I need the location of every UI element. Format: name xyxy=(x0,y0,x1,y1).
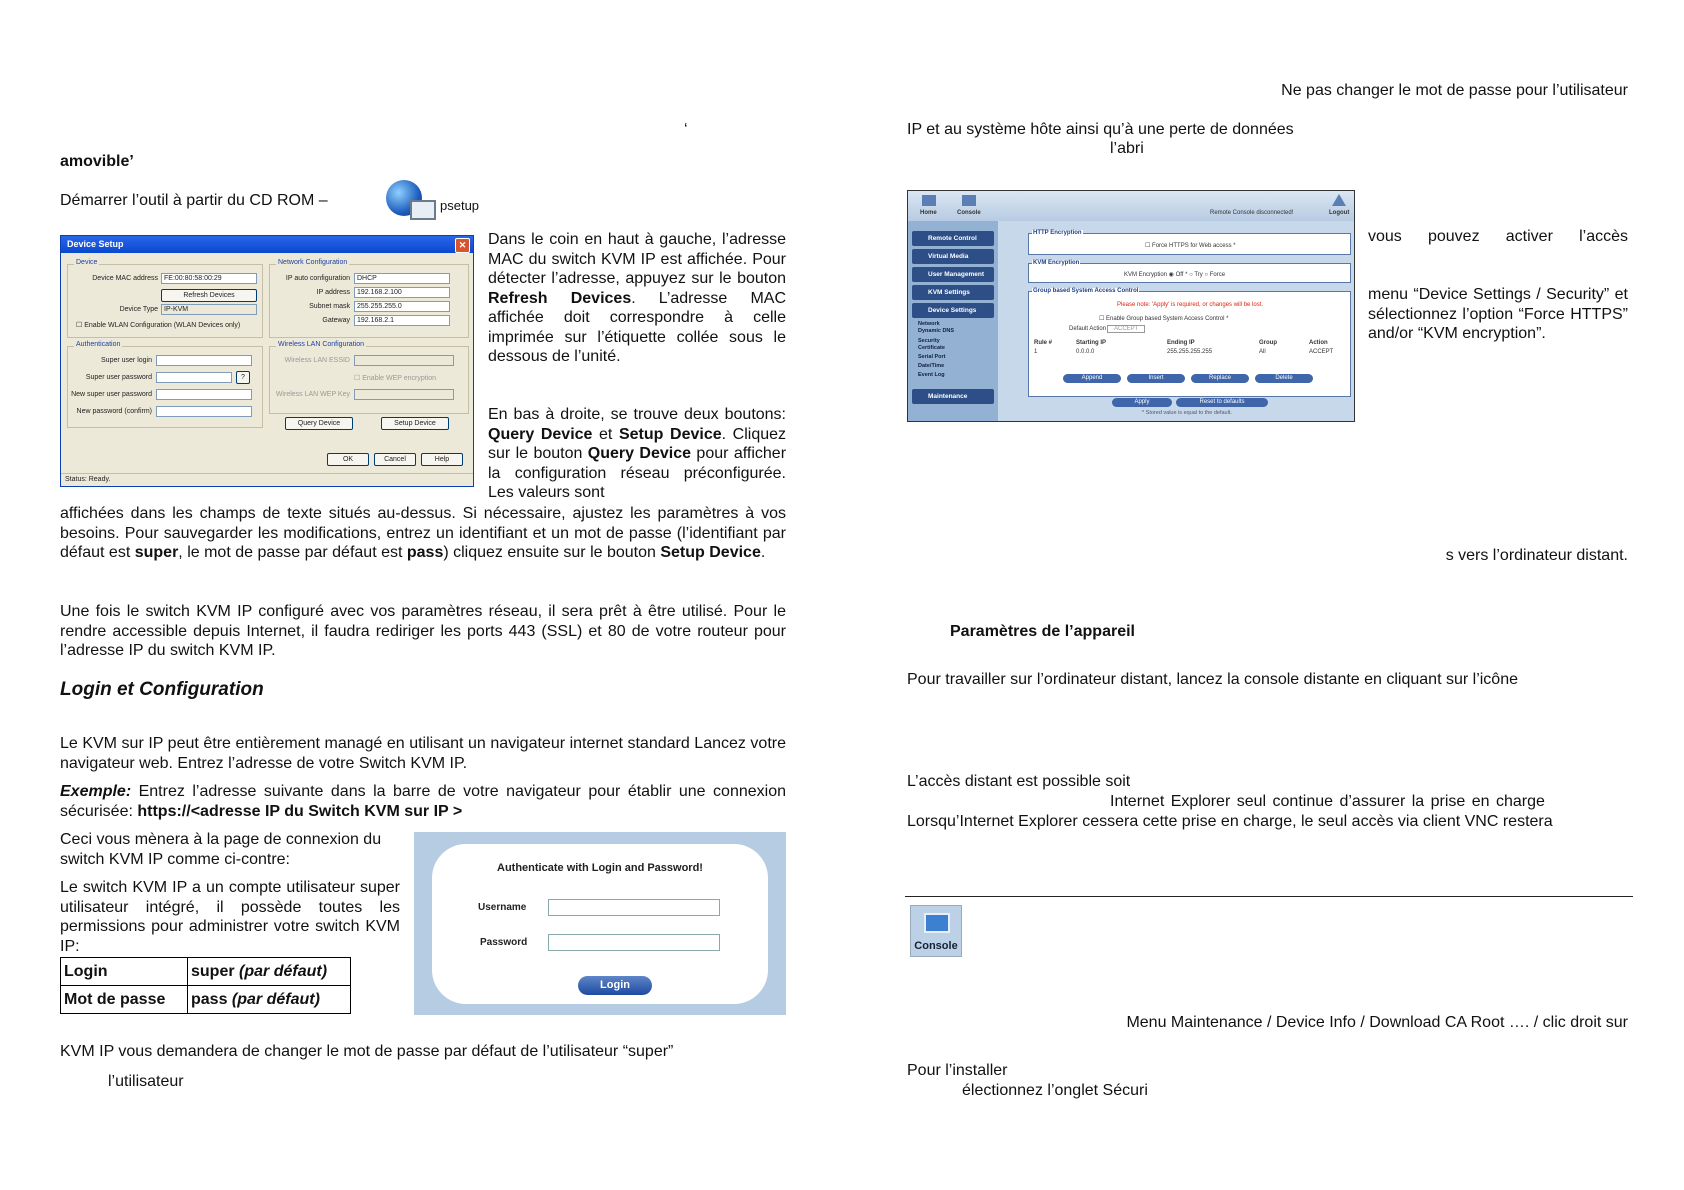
super-login-label: Super user login xyxy=(101,357,152,364)
insert-button[interactable]: Insert xyxy=(1127,374,1185,383)
cred-key: Mot de passe xyxy=(61,986,188,1014)
text-run-bold: Setup Device xyxy=(618,425,722,443)
credentials-table xyxy=(60,957,351,1014)
enable-group-checkbox[interactable]: ☐ Enable Group based System Access Control * xyxy=(1099,316,1229,322)
sidebar-item-remote-control[interactable]: Remote Control xyxy=(912,231,994,246)
ip-field[interactable] xyxy=(354,287,450,298)
mask-field[interactable] xyxy=(354,301,450,312)
wep-checkbox-label: Enable WEP encryption xyxy=(362,375,437,382)
word-amovible: amovible’ xyxy=(60,153,134,170)
start-cd-text: Démarrer l’outil à partir du CD ROM – xyxy=(60,192,328,209)
mac-select[interactable] xyxy=(161,273,257,284)
example-text: Entrez l’adresse suivante dans la barre de votre navigateur pour établir une connexion sécurisée: xyxy=(60,783,786,820)
psetup-label: psetup xyxy=(440,198,480,213)
word-utilisateur: l’utilisateur xyxy=(108,1073,184,1090)
col-rule: Rule # xyxy=(1034,340,1053,346)
sidebar-item-device-settings[interactable]: Device Settings xyxy=(912,303,994,318)
right-vous: vous pouvez activer l’accès xyxy=(1368,228,1628,245)
heading-parametres: Paramètres de l’appareil xyxy=(950,623,1135,640)
text-run: . L’adresse MAC affichée doit correspondre à celle imprimée sur l’étiquette collée sous le dessous de l’unité. xyxy=(488,289,786,365)
sidebar-item-user-management[interactable]: User Management xyxy=(912,267,994,282)
text-run: affichées dans les champs de texte situés au-dessus. Si nécessaire, ajustez les paramètres à vos besoins. Pour sauvegarder les modifications, entrez un identifiant et un mot de passe (l’identifiant par défaut est xyxy=(60,505,786,561)
confirm-password-field[interactable] xyxy=(156,406,252,417)
password-help-button[interactable]: ? xyxy=(236,371,250,384)
sub-item-certificate[interactable]: Certificate xyxy=(918,345,945,351)
group-network xyxy=(269,259,469,338)
http-encryption-box xyxy=(1028,230,1351,255)
apply-note: Please note: 'Apply' is required, or changes will be lost. xyxy=(1117,302,1264,308)
sub-item-network[interactable]: Network xyxy=(918,321,940,327)
sub-item-serial-port[interactable]: Serial Port xyxy=(918,354,946,360)
cred-default: (par défaut) xyxy=(239,962,328,980)
console-icon[interactable] xyxy=(962,195,976,206)
table-row xyxy=(61,986,351,1014)
para-example xyxy=(60,782,786,821)
super-password-label: Super user password xyxy=(85,374,152,381)
ip-value: 192.168.2.100 xyxy=(357,289,402,296)
wep-key-field xyxy=(354,389,454,400)
query-device-button[interactable]: Query Device xyxy=(285,417,353,430)
text-run-bold: Setup Device xyxy=(660,544,761,561)
cred-value-text: super xyxy=(191,962,235,980)
wlan-checkbox[interactable]: ☐ Enable WLAN Configuration (WLAN Devices only) xyxy=(76,322,241,329)
cell-action: ACCEPT xyxy=(1309,349,1334,355)
console-button-label: Console xyxy=(914,940,958,952)
username-label: Username xyxy=(478,902,527,913)
default-action-label: Default Action xyxy=(1069,326,1107,332)
home-icon[interactable] xyxy=(922,195,936,206)
para-change-password: KVM IP vous demandera de changer le mot de passe par défaut de l’utilisateur “super” xyxy=(60,1043,674,1060)
setup-device-button[interactable]: Setup Device xyxy=(381,417,449,430)
password-input[interactable] xyxy=(548,934,720,951)
text-run: . Cliquez sur le bouton xyxy=(488,425,787,462)
right-console-para: Pour travailler sur l’ordinateur distant, lancez la console distante en cliquant sur l’icône xyxy=(907,671,1518,688)
sidebar-item-maintenance[interactable]: Maintenance xyxy=(912,389,994,404)
remote-status: Remote Console disconnected! xyxy=(1210,210,1294,216)
essid-label: Wireless LAN ESSID xyxy=(284,357,350,364)
http-encryption-title: HTTP Encryption xyxy=(1033,230,1082,236)
sidebar-item-kvm-settings[interactable]: KVM Settings xyxy=(912,285,994,300)
new-password-field[interactable] xyxy=(156,389,252,400)
cell-starting-ip: 0.0.0.0 xyxy=(1076,349,1095,355)
monitor-icon xyxy=(924,913,950,933)
col-ending-ip: Ending IP xyxy=(1167,340,1195,346)
heading-login-configuration: Login et Configuration xyxy=(60,679,264,700)
divider xyxy=(905,896,1633,897)
group-access-title: Group based System Access Control xyxy=(1033,288,1139,294)
kvm-web-ui-screenshot xyxy=(907,190,1355,422)
gateway-field[interactable] xyxy=(354,315,450,326)
super-login-field[interactable] xyxy=(156,355,252,366)
group-wlan xyxy=(269,341,469,414)
device-setup-window xyxy=(60,235,474,487)
right-onglet: électionnez l’onglet Sécuri xyxy=(962,1082,1148,1099)
device-type-field xyxy=(161,304,257,315)
confirm-password-label: New password (confirm) xyxy=(76,408,152,415)
refresh-devices-button[interactable]: Refresh Devices xyxy=(161,289,257,302)
sub-item-event-log[interactable]: Event Log xyxy=(918,372,945,378)
right-abri: l’abri xyxy=(1110,140,1144,157)
sub-item-security[interactable]: Security xyxy=(918,338,940,344)
mac-value: FE:00:80:58:00:29 xyxy=(164,275,222,282)
group-device xyxy=(67,259,263,338)
close-icon[interactable]: ✕ xyxy=(455,238,470,253)
cell-group: All xyxy=(1259,349,1266,355)
status-bar: Status: Ready. xyxy=(61,473,473,486)
ok-button[interactable]: OK xyxy=(327,453,369,466)
login-button[interactable]: Login xyxy=(578,976,652,995)
help-button[interactable]: Help xyxy=(421,453,463,466)
para-browser: Le KVM sur IP peut être entièrement managé en utilisant un navigateur internet standard Lancez votre navigateur web. Entrez l’adresse de votre Switch KVM IP. xyxy=(60,735,786,772)
wlan-checkbox-label: Enable WLAN Configuration (WLAN Devices only) xyxy=(84,322,241,329)
cred-key: Login xyxy=(61,958,188,986)
console-button[interactable] xyxy=(910,905,962,957)
right-top-line: Ne pas changer le mot de passe pour l’utilisateur xyxy=(1281,82,1628,99)
text-run-bold: Query Device xyxy=(587,445,692,462)
para-buttons-2 xyxy=(60,504,786,563)
kvm-encryption-box xyxy=(1028,260,1351,283)
login-screenshot xyxy=(414,832,786,1015)
text-run: En bas à droite, se trouve deux boutons: xyxy=(488,406,786,423)
login-card xyxy=(432,844,768,1004)
text-run-bold: pass xyxy=(406,544,444,561)
right-menu-maintenance: Menu Maintenance / Device Info / Download CA Root …. / clic droit sur xyxy=(1126,1014,1628,1031)
mac-label: Device MAC address xyxy=(92,275,158,282)
kvm-encryption-options[interactable]: KVM Encryption ◉ Off * ○ Try ○ Force xyxy=(1124,272,1226,278)
kvm-encryption-title: KVM Encryption xyxy=(1033,260,1080,266)
group-access-box xyxy=(1028,288,1351,397)
para-buttons-1 xyxy=(488,405,786,503)
col-starting-ip: Starting IP xyxy=(1076,340,1107,346)
cred-value xyxy=(188,958,351,986)
para-mac-address xyxy=(488,230,786,367)
para-account: Le switch KVM IP a un compte utilisateur super utilisateur intégré, il possède toutes les permissions pour administrer votre switch KVM IP: xyxy=(60,879,400,955)
right-vers: s vers l’ordinateur distant. xyxy=(1445,547,1628,564)
monitor-icon xyxy=(410,200,436,220)
wep-key-label: Wireless LAN WEP Key xyxy=(275,391,350,398)
apply-button[interactable]: Apply xyxy=(1112,398,1172,407)
cred-default: (par défaut) xyxy=(231,990,320,1008)
essid-select xyxy=(354,355,454,366)
para-login-page: Ceci vous mènera à la page de connexion du switch KVM IP comme ci-contre: xyxy=(60,831,382,868)
kvm-header xyxy=(908,191,1354,221)
ip-label: IP address xyxy=(316,289,350,296)
replace-button[interactable]: Replace xyxy=(1191,374,1249,383)
ip-auto-value: DHCP xyxy=(357,275,377,282)
right-installer: Pour l’installer xyxy=(907,1062,1008,1079)
force-https-checkbox[interactable]: ☐ Force HTTPS for Web access * xyxy=(1145,243,1236,249)
gateway-value: 192.168.2.1 xyxy=(357,317,394,324)
right-ie-line: Internet Explorer seul continue d’assurer la prise en charge xyxy=(1110,793,1545,810)
group-device-title: Device xyxy=(76,259,98,266)
right-ie-line-2: Lorsqu’Internet Explorer cessera cette prise en charge, le seul accès via client VNC restera xyxy=(907,813,1553,830)
username-input[interactable] xyxy=(548,899,720,916)
stored-value-note: * Stored value is equal to the default. xyxy=(1142,410,1232,416)
window-titlebar xyxy=(61,236,473,253)
ip-auto-select[interactable] xyxy=(354,273,450,284)
psetup-icon[interactable] xyxy=(384,178,480,230)
gateway-label: Gateway xyxy=(322,317,350,324)
sub-item-dynamic-dns[interactable]: Dynamic DNS xyxy=(918,328,955,334)
text-run: Dans le coin en haut à gauche, l’adresse MAC du switch KVM IP est affichée. Pour détecter l’adresse, appuyez sur le bouton xyxy=(488,231,786,287)
logout-label: Logout xyxy=(1329,210,1350,216)
col-action: Action xyxy=(1309,340,1328,346)
text-run: ) cliquez ensuite sur le bouton xyxy=(443,544,661,561)
default-action-select[interactable]: ACCEPT xyxy=(1107,325,1145,333)
sidebar-item-virtual-media[interactable]: Virtual Media xyxy=(912,249,994,264)
cred-value xyxy=(188,986,351,1014)
group-wlan-title: Wireless LAN Configuration xyxy=(278,341,364,348)
stray-mark: ‘ xyxy=(684,121,688,138)
text-run: et xyxy=(592,425,619,443)
text-run-bold: Query Device xyxy=(488,425,593,443)
kvm-sidebar xyxy=(908,221,998,421)
device-type-label: Device Type xyxy=(119,306,158,313)
group-authentication xyxy=(67,341,263,428)
delete-button[interactable]: Delete xyxy=(1255,374,1313,383)
text-run-bold: super xyxy=(134,544,179,561)
window-title: Device Setup xyxy=(67,239,124,249)
ip-auto-label: IP auto configuration xyxy=(285,275,350,282)
mask-label: Subnet mask xyxy=(309,303,350,310)
force-https-label: Force HTTPS for Web access * xyxy=(1152,243,1236,249)
right-menu-text: menu “Device Settings / Security” et sélectionnez l’option “Force HTTPS” and/or “KVM encryption”. xyxy=(1368,286,1628,342)
right-acces: L’accès distant est possible soit xyxy=(907,773,1131,790)
cell-ending-ip: 255.255.255.255 xyxy=(1167,349,1213,355)
group-network-title: Network Configuration xyxy=(278,259,348,266)
para-ready: Une fois le switch KVM IP configuré avec vos paramètres réseau, il sera prêt à être utilisé. Pour le rendre accessible depuis Internet, il faudra rediriger les ports 443 (SSL) et 80 de votre routeur pour l’adresse IP du switch KVM IP. xyxy=(60,603,786,659)
cancel-button[interactable]: Cancel xyxy=(374,453,416,466)
mask-value: 255.255.255.0 xyxy=(357,303,402,310)
text-run: . xyxy=(760,544,766,561)
group-auth-title: Authentication xyxy=(76,341,121,348)
text-run-bold: Refresh Devices xyxy=(488,289,632,307)
example-url: https://<adresse IP du Switch KVM sur IP > xyxy=(137,802,463,820)
append-button[interactable]: Append xyxy=(1063,374,1121,383)
cred-value-text: pass xyxy=(191,990,228,1008)
sub-item-date-time[interactable]: Date/Time xyxy=(918,363,945,369)
home-label: Home xyxy=(920,210,937,216)
col-group: Group xyxy=(1259,340,1277,346)
text-run: , le mot de passe par défaut est xyxy=(178,544,407,561)
enable-group-label: Enable Group based System Access Control * xyxy=(1106,316,1229,322)
wep-checkbox: ☐ Enable WEP encryption xyxy=(354,375,437,382)
new-password-label: New super user password xyxy=(71,391,152,398)
text-run: pour afficher la configuration réseau préconfigurée. Les valeurs sont xyxy=(488,445,787,501)
reset-defaults-button[interactable]: Reset to defaults xyxy=(1176,398,1268,407)
cell-rule: 1 xyxy=(1034,349,1038,355)
super-password-field[interactable] xyxy=(156,372,232,383)
right-ip-line: IP et au système hôte ainsi qu’à une perte de données xyxy=(907,121,1294,138)
device-type-value: IP-KVM xyxy=(164,306,189,313)
console-label: Console xyxy=(957,210,981,216)
example-label: Exemple: xyxy=(60,783,132,800)
logout-icon[interactable] xyxy=(1332,194,1346,206)
login-title: Authenticate with Login and Password! xyxy=(497,862,703,874)
password-label: Password xyxy=(480,937,528,948)
table-row xyxy=(61,958,351,986)
